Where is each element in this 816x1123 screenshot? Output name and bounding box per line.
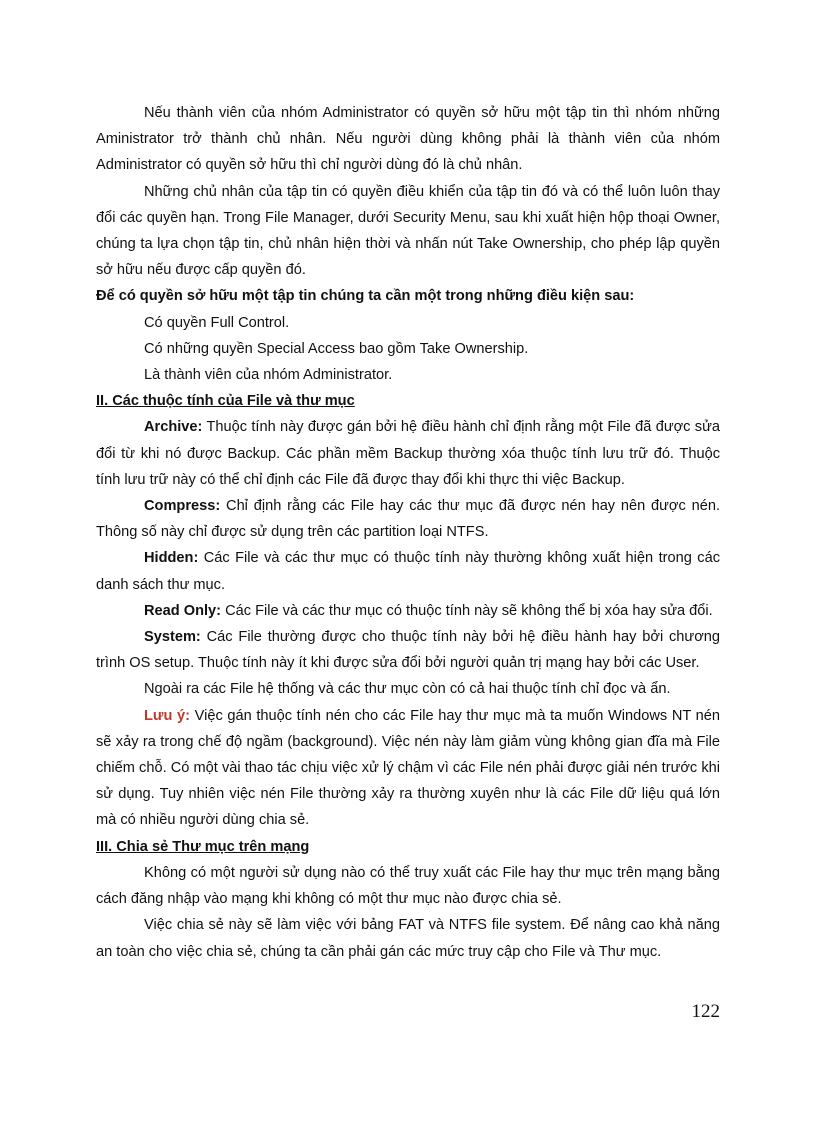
- attribute-term: Archive:: [144, 419, 203, 436]
- attribute-description: Các File và các thư mục có thuộc tính này thường không xuất hiện trong các danh sách thư mục.: [96, 550, 720, 593]
- paragraph-owner-rights: Những chủ nhân của tập tin có quyền điều khiển của tập tin đó và có thể luôn luôn thay đổi các quyền hạn. Trong File Manager, dưới Security Menu, sau khi xuất hiện hộp thoại Owner, chúng ta lựa chọn tập tin, chủ nhân hiện thời và nhấn nút Take Ownership, cho phép lập quyền sở hữu nếu được cấp quyền đó.: [96, 183, 720, 279]
- attribute-description: Các File thường được cho thuộc tính này bởi hệ điều hành hay bởi chương trình OS setup. Thuộc tính này ít khi được sửa đổi bởi người quản trị mạng hay bởi các User.: [96, 629, 720, 672]
- attribute-term: Compress:: [144, 498, 221, 515]
- conditions-intro: Để có quyền sở hữu một tập tin chúng ta cần một trong những điều kiện sau:: [96, 288, 635, 305]
- condition-item: Có những quyền Special Access bao gồm Take Ownership.: [144, 340, 529, 357]
- attribute-compress: [96, 493, 720, 545]
- attribute-description: Chỉ định rằng các File hay các thư mục đã được nén hay nên được nén. Thông số này chỉ được sử dụng trên các partition loại NTFS.: [96, 498, 720, 541]
- paragraph-ownership-admin: Nếu thành viên của nhóm Administrator có quyền sở hữu một tập tin thì nhóm những Aministrator trở thành chủ nhân. Nếu người dùng không phải là thành viên của nhóm Administrator có quyền sở hữu thì chỉ người dùng đó là chủ nhân.: [96, 105, 720, 174]
- attribute-description: Thuộc tính này được gán bởi hệ điều hành chỉ định rằng một File đã được sửa đổi từ khi nó được Backup. Các phần mềm Backup thường xóa thuộc tính lưu trữ đó. Thuộc tính lưu trữ này có thể chỉ định các File đã được thay đổi khi thực thi việc Backup.: [96, 419, 720, 488]
- attribute-readonly: [96, 598, 720, 624]
- section-heading-sharing: III. Chia sẻ Thư mục trên mạng: [96, 838, 310, 855]
- document-page: [96, 100, 720, 965]
- note-text: Việc gán thuộc tính nén cho các File hay thư mục mà ta muốn Windows NT nén sẽ xảy ra trong chế độ ngầm (background). Việc nén này làm giảm vùng không gian đĩa mà File chiếm chỗ. Có một vài thao tác chịu việc xử lý chậm vì các File nén phải được giải nén trước khi sử dụng. Tuy nhiên việc nén File thường xảy ra thường xuyên như là các File dữ liệu quá lớn mà có nhiều người dùng chia sẻ.: [96, 707, 720, 829]
- attribute-term: System:: [144, 629, 201, 646]
- note-paragraph: [96, 703, 720, 834]
- attribute-term: Hidden:: [144, 550, 199, 567]
- section-heading-attributes: II. Các thuộc tính của File và thư mục: [96, 393, 355, 410]
- attribute-archive: [96, 414, 720, 493]
- attribute-term: Read Only:: [144, 602, 222, 619]
- attribute-system: [96, 624, 720, 676]
- paragraph-sharing-access: Không có một người sử dụng nào có thể truy xuất các File hay thư mục trên mạng bằng cách đăng nhập vào mạng khi không có một thư mục nào được chia sẻ.: [96, 864, 720, 908]
- attribute-hidden: [96, 545, 720, 597]
- paragraph-extra-attributes: Ngoài ra các File hệ thống và các thư mục còn có cả hai thuộc tính chỉ đọc và ẩn.: [144, 681, 671, 698]
- condition-item: Là thành viên của nhóm Administrator.: [144, 367, 393, 384]
- page-number: 122: [691, 1001, 720, 1022]
- attribute-description: Các File và các thư mục có thuộc tính này sẽ không thể bị xóa hay sửa đổi.: [221, 602, 713, 619]
- paragraph-sharing-fs: Việc chia sẻ này sẽ làm việc với bảng FAT và NTFS file system. Để nâng cao khả năng an toàn cho việc chia sẻ, chúng ta cần phải gán các mức truy cập cho File và Thư mục.: [96, 917, 720, 960]
- condition-item: Có quyền Full Control.: [144, 314, 290, 331]
- note-label: Lưu ý:: [144, 707, 190, 724]
